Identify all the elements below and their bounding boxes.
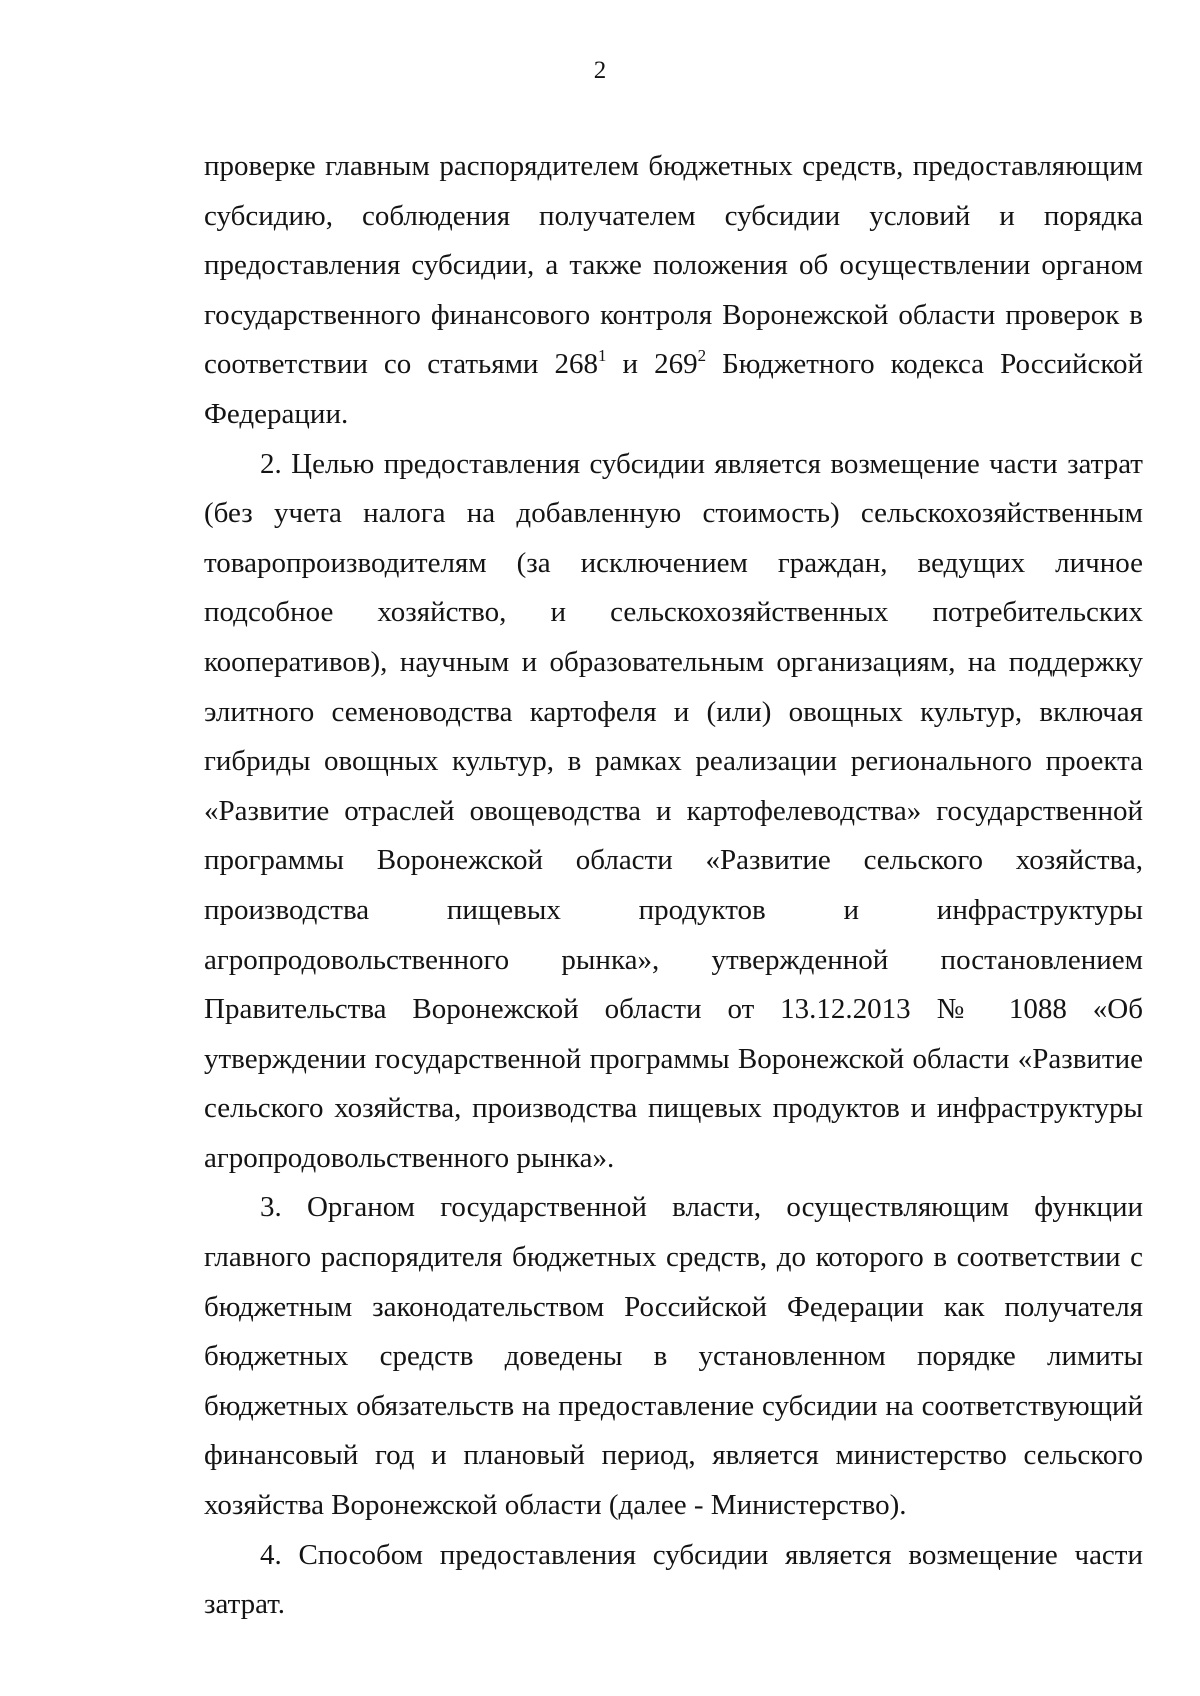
paragraph-1-text-end: Бюджетного кодекса Российской Федерации.: [204, 348, 1143, 430]
page-number: 2: [593, 57, 607, 84]
paragraph-3: 3. Органом государственной власти, осуществляющим функции главного распорядителя бюджетных средств, до которого в соответствии с бюджетным законодательством Российской Федерации как получателя бюджетных средств доведены в установленном порядке лимиты бюджетных обязательств на предоставление субсидии на соответствующий финансовый год и плановый период, является министерство сельского хозяйства Воронежской области (далее - Министерство).: [204, 1191, 1143, 1522]
superscript-2: 2: [697, 346, 707, 366]
paragraph-1-text-middle: и 269: [606, 348, 698, 381]
paragraph-1-continuation: [204, 142, 1143, 440]
paragraph-4: 4. Способом предоставления субсидии является возмещение части затрат.: [204, 1538, 1143, 1621]
superscript-1: 1: [597, 346, 607, 366]
paragraph-1-text-start: проверке главным распорядителем бюджетных средств, предоставляющим субсидию, соблюдения получателем субсидии условий и порядка предоставления субсидии, а также положения об осуществлении органом государственного финансового контроля Воронежской области проверок в соответствии со статьями 268: [204, 150, 1143, 381]
paragraph-2: 2. Целью предоставления субсидии является возмещение части затрат (без учета налога на добавленную стоимость) сельскохозяйственным товаропроизводителям (за исключением граждан, ведущих личное подсобное хозяйство, и сельскохозяйственных потребительских кооперативов), научным и образовательным организациям, на поддержку элитного семеноводства картофеля и (или) овощных культур, включая гибриды овощных культур, в рамках реализации регионального проекта «Развитие отраслей овощеводства и картофелеводства» государственной программы Воронежской области «Развитие сельского хозяйства, производства пищевых продуктов и инфраструктуры агропродовольственного рынка», утвержденной постановлением Правительства Воронежской области от 13.12.2013 № 1088 «Об утверждении государственной программы Воронежской области «Развитие сельского хозяйства, производства пищевых продуктов и инфраструктуры агропродовольственного рынка».: [204, 447, 1143, 1174]
document-body: [204, 142, 1143, 1630]
